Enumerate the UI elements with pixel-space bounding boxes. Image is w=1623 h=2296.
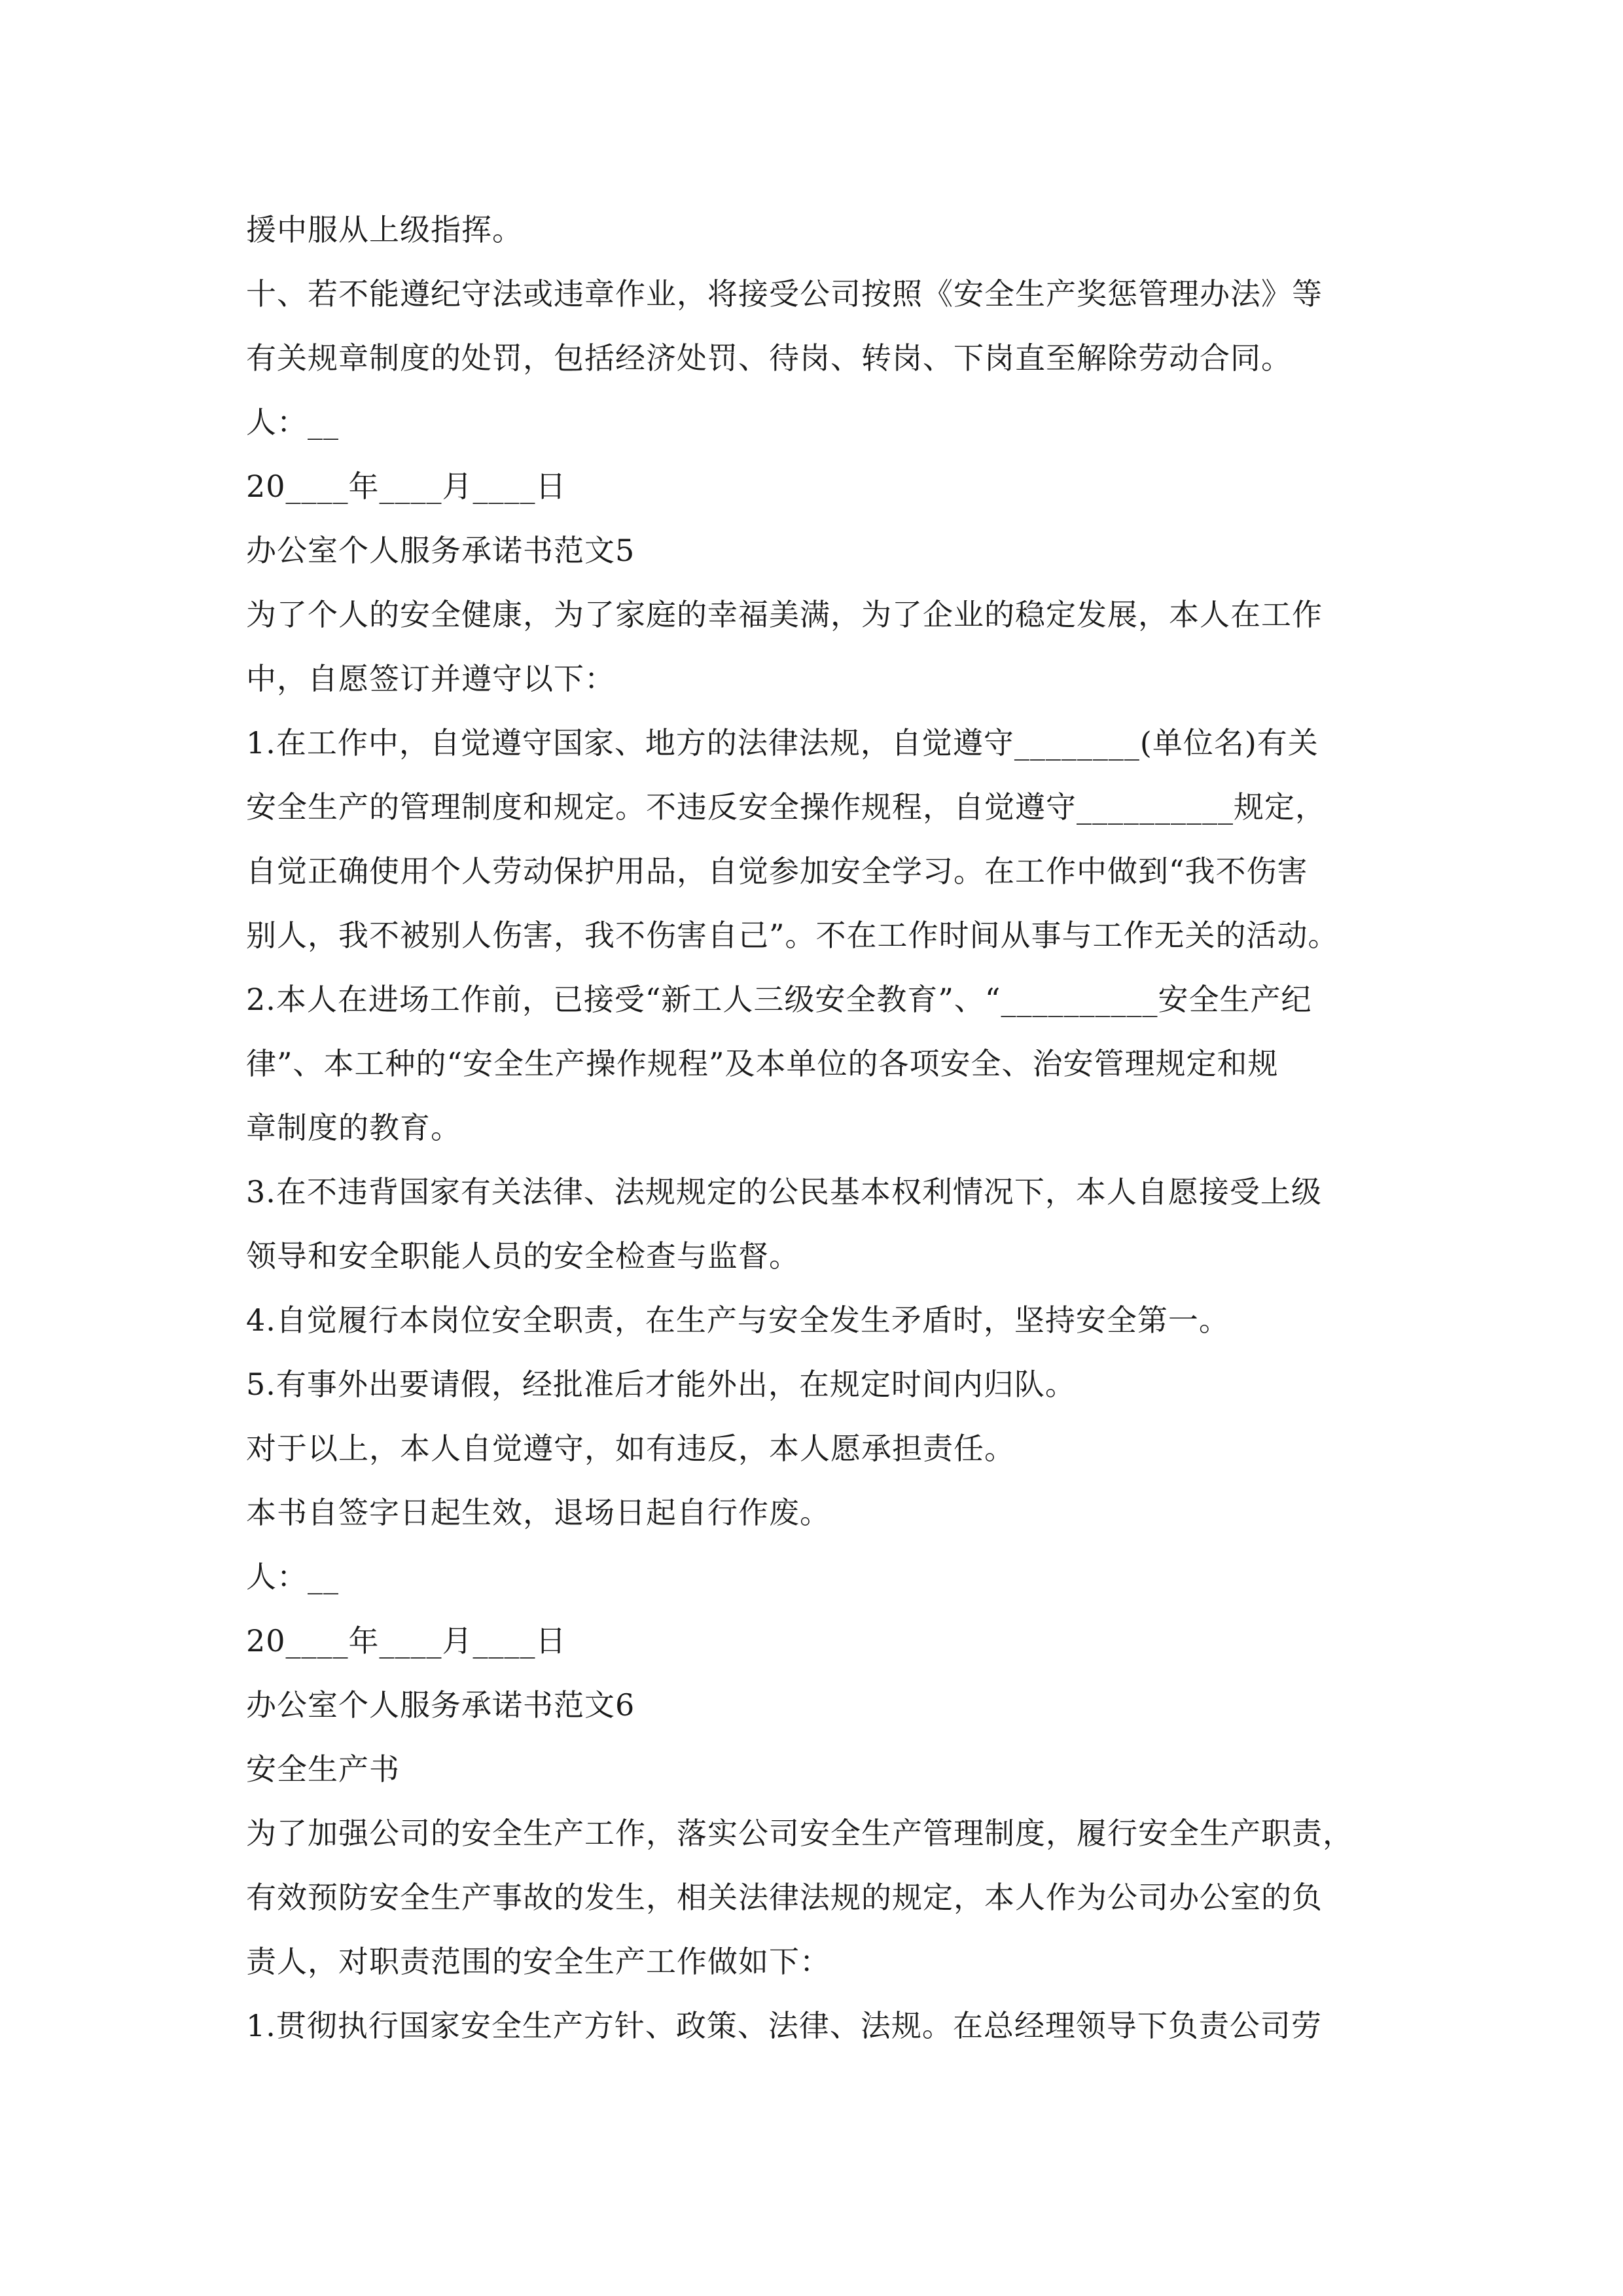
text-line: 责人，对职责范围的安全生产工作做如下： <box>246 1944 830 1979</box>
text-line: 有关规章制度的处罚，包括经济处罚、待岗、转岗、下岗直至解除劳动合同。 <box>246 340 1292 376</box>
text-line: 别人，我不被别人伤害，我不伤害自己”。不在工作时间从事与工作无关的活动。 <box>246 918 1339 953</box>
signature-line: 人：__ <box>246 404 339 440</box>
subheading: 安全生产书 <box>246 1751 400 1787</box>
text-line: 中，自愿签订并遵守以下： <box>246 661 615 696</box>
text-line: 领导和安全职能人员的安全检查与监督。 <box>246 1238 800 1274</box>
section-heading: 办公室个人服务承诺书范文5 <box>246 533 635 568</box>
text-line: 为了加强公司的安全生产工作，落实公司安全生产管理制度，履行安全生产职责， <box>246 1816 1353 1851</box>
document-body <box>246 198 1385 2058</box>
text-line: 2.本人在进场工作前，已接受“新工人三级安全教育”、“__________安全生产纪 <box>246 982 1312 1017</box>
text-line: 5.有事外出要请假，经批准后才能外出，在规定时间内归队。 <box>246 1367 1076 1402</box>
date-line: 20____年____月____日 <box>246 469 567 504</box>
text-line: 4.自觉履行本岗位安全职责，在生产与安全发生矛盾时，坚持安全第一。 <box>246 1302 1230 1338</box>
text-line: 1.贯彻执行国家安全生产方针、政策、法律、法规。在总经理领导下负责公司劳 <box>246 2008 1322 2043</box>
text-line: 3.在不违背国家有关法律、法规规定的公民基本权利情况下，本人自愿接受上级 <box>246 1174 1322 1210</box>
text-line: 自觉正确使用个人劳动保护用品，自觉参加安全学习。在工作中做到“我不伤害 <box>246 853 1308 889</box>
section-heading: 办公室个人服务承诺书范文6 <box>246 1687 635 1723</box>
text-line: 律”、本工种的“安全生产操作规程”及本单位的各项安全、治安管理规定和规 <box>246 1046 1279 1081</box>
text-line: 1.在工作中，自觉遵守国家、地方的法律法规，自觉遵守________(单位名)有关 <box>246 725 1319 761</box>
date-line: 20____年____月____日 <box>246 1623 567 1659</box>
text-line: 章制度的教育。 <box>246 1110 461 1145</box>
text-line: 有效预防安全生产事故的发生，相关法律法规的规定，本人作为公司办公室的负 <box>246 1880 1323 1915</box>
text-line: 安全生产的管理制度和规定。不违反安全操作规程，自觉遵守__________规定， <box>246 789 1326 825</box>
text-line: 对于以上，本人自觉遵守，如有违反，本人愿承担责任。 <box>246 1431 1015 1466</box>
signature-line: 人：__ <box>246 1559 339 1594</box>
text-line: 十、若不能遵纪守法或违章作业，将接受公司按照《安全生产奖惩管理办法》等 <box>246 276 1323 312</box>
text-line: 本书自签字日起生效，退场日起自行作废。 <box>246 1495 830 1530</box>
text-line: 援中服从上级指挥。 <box>246 212 523 247</box>
text-line: 为了个人的安全健康，为了家庭的幸福美满，为了企业的稳定发展，本人在工作 <box>246 597 1323 632</box>
